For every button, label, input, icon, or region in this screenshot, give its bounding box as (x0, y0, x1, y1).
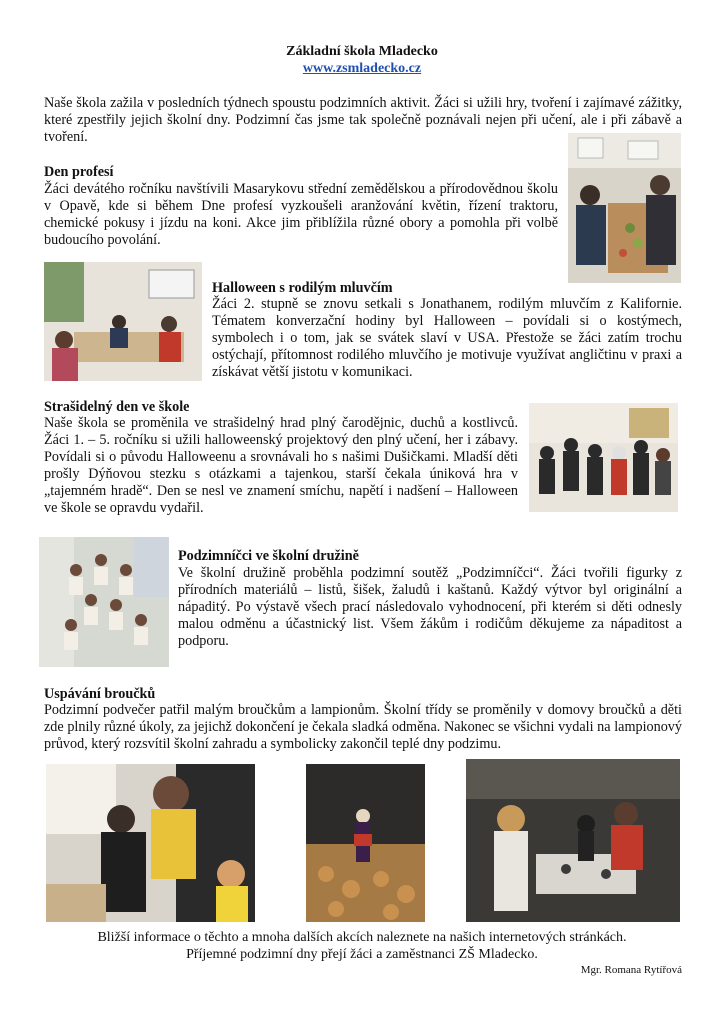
photo-podzimnicci (39, 537, 169, 667)
intro-paragraph: Naše škola zažila v posledních týdnech spoustu podzimních aktivit. Žáci si užili hry, tvoření i zajímavé zážitky, které zpestřily jejich školní dny. Podzimní čas jsme tak společně poznávali nejen při učení, ale i při zábavě a tvoření. (44, 95, 682, 145)
footer-line-1: Bližší informace o těchto a mnoha dalších akcích naleznete na našich internetových stránkách. (97, 930, 627, 945)
section-text-strasidelny-den: Naše škola se proměnila ve strašidelný hrad plný čarodějnic, duchů a kostlivců. Žáci 1. – 5. ročníku si užili halloweenský projektový den plný učení, her i zábavy. Povídali si o původu Halloweenu a srovnávali ho s našimi Dušičkami. Mladší děti prošly Dýňovou stezku s otázkami a tajenkou, starší čekala úniková hra v „tajemném hradě“. Den se nesl ve znamení smíchu, napětí i nadšení – Halloween ve škole se opravdu vydařil. (44, 415, 518, 516)
section-text-halloween: Žáci 2. stupně se znovu setkali s Jonathanem, rodilým mluvčím z Kalifornie. Tématem konverzační hodiny byl Halloween – povídali si o kostýmech, symbolech i o tom, jak se svátek slaví v USA. Přestože se žáci zatím trochu ostýchají, přítomnost rodilého mluvčího je motivuje využívat angličtinu v praxi a získávat větší jistotu v komunikaci. (212, 296, 682, 380)
section-text-podzimnicci: Ve školní družině proběhla podzimní soutěž „Podzimníčci“. Žáci tvořili figurky z přírodních materiálů – listů, šišek, žaludů i kaštanů. Každý výtvor byl originální a nápaditý. Po výstavě všech prací následovalo vyhodnocení, při kterém si děti odnesly malou odměnu a účastnický list. Všem žákům i rodičům děkujeme za nápaditost a podporu. (178, 565, 682, 649)
photo-uspavani-1 (46, 764, 255, 922)
section-heading-podzimnicci: Podzimníčci ve školní družině (178, 548, 359, 564)
section-heading-den-profesi: Den profesí (44, 164, 114, 180)
photo-uspavani-3 (466, 759, 680, 922)
page-title: Základní škola Mladecko (286, 44, 438, 59)
signature: Mgr. Romana Rytířová (580, 964, 682, 976)
section-text-uspavani-broucku: Podzimní podvečer patřil malým broučkům a lampionům. Školní třídy se proměnily v domovy broučků a děti zde plnily různé úkoly, za jejichž dokončení je čekala sladká odměna. Nakonec se všichni vydali na lampionový průvod, který rozsvítil školní zahradu a symbolicky zakončil teplé dny podzimu. (44, 702, 682, 752)
photo-den-profesi (568, 133, 681, 283)
section-text-den-profesi: Žáci devátého ročníku navštívili Masarykovu střední zemědělskou a přírodovědnou školu v Opavě, kde si během Dne profesí vyzkoušeli aranžování květin, řízení traktoru, chemické pokusy i jízdu na koni. Akce jim přiblížila různé obory a pomohla při volbě budoucího povolání. (44, 181, 558, 248)
section-heading-halloween: Halloween s rodilým mluvčím (212, 280, 393, 296)
section-heading-strasidelny-den: Strašidelný den ve škole (44, 399, 190, 415)
photo-halloween-rodily-mluvci (44, 262, 202, 381)
website-link[interactable]: www.zsmladecko.cz (302, 61, 422, 76)
footer-line-2: Příjemné podzimní dny přejí žáci a zaměstnanci ZŠ Mladecko. (186, 947, 538, 962)
section-heading-uspavani-broucku: Uspávání broučků (44, 686, 156, 702)
photo-strasidelny-den (529, 403, 678, 512)
photo-uspavani-2 (306, 764, 425, 922)
